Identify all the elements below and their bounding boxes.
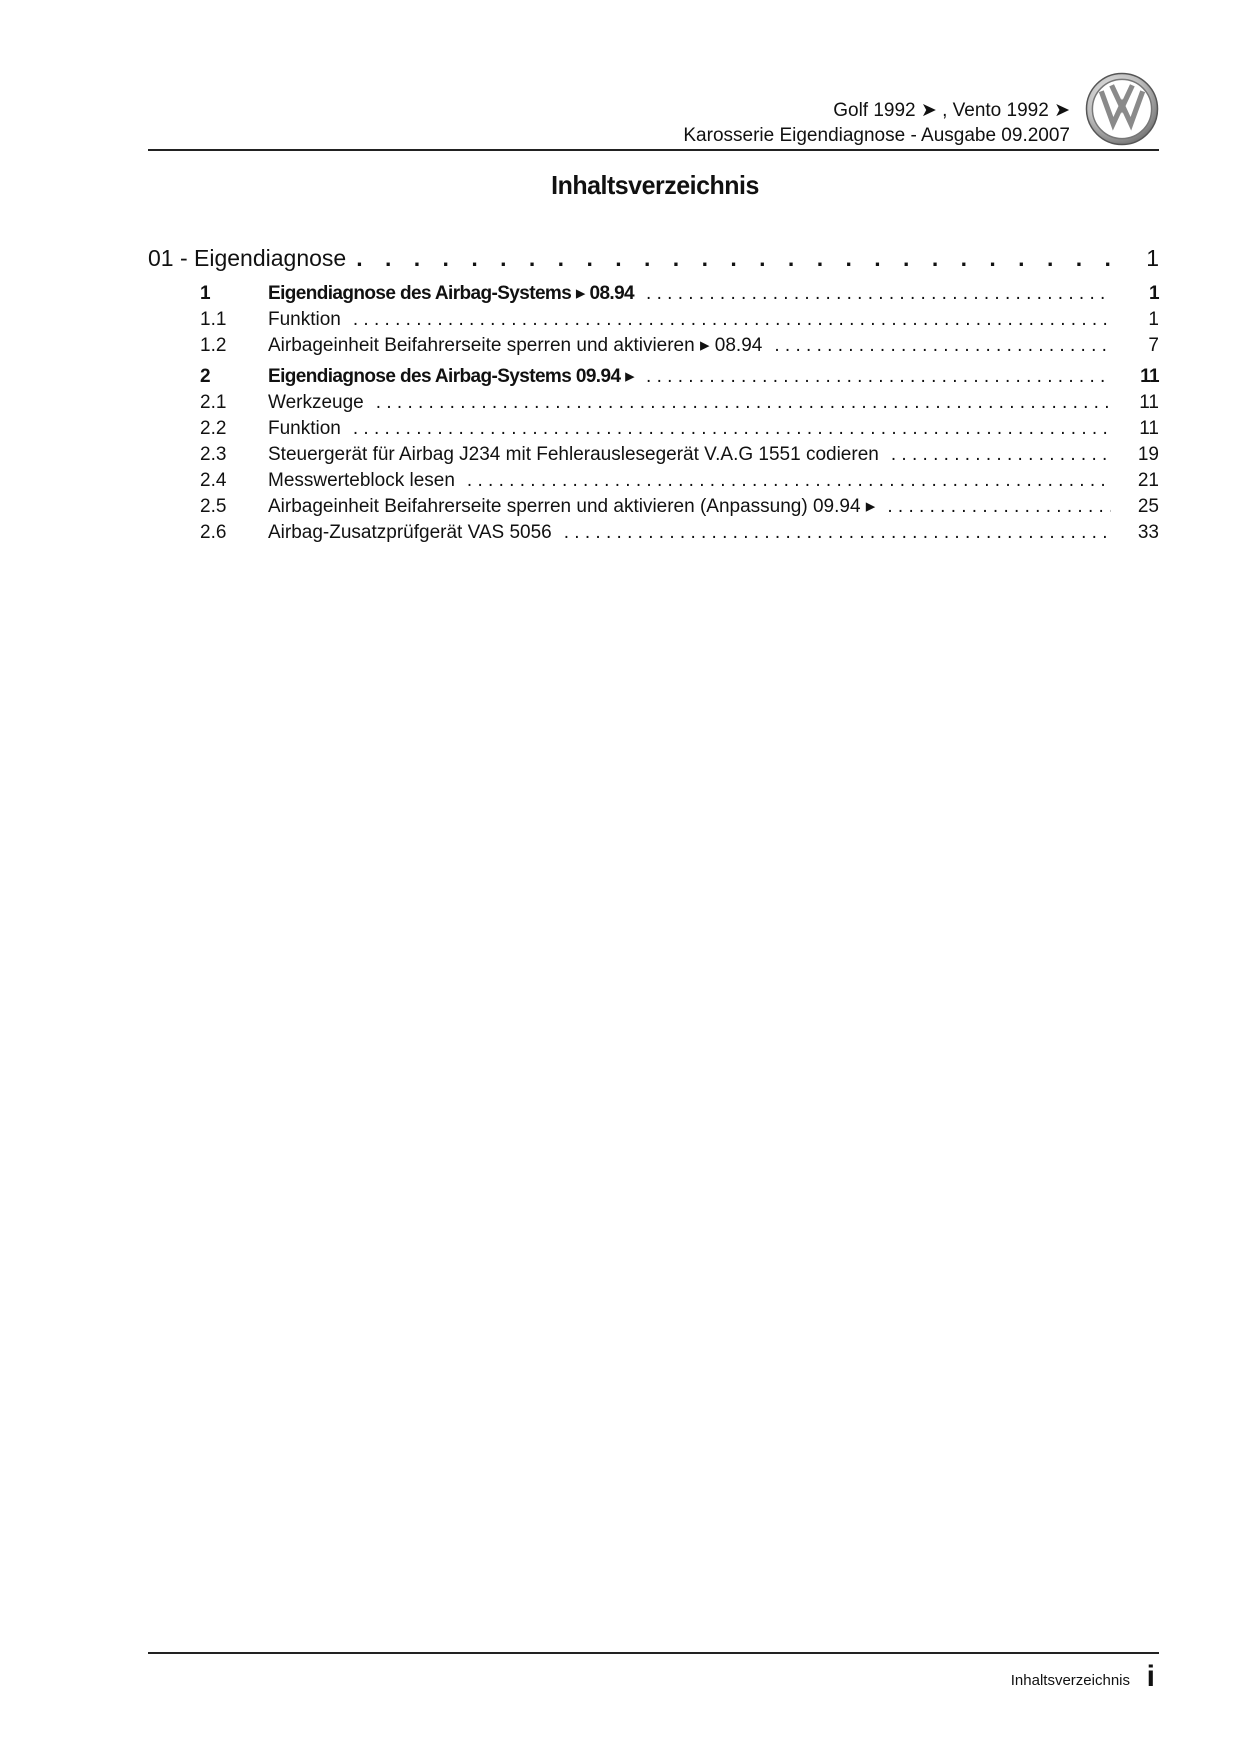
toc-entry-page: 33	[1137, 522, 1159, 543]
toc-entry-title: Funktion	[268, 309, 341, 330]
toc-entry[interactable]	[148, 364, 1159, 390]
toc-entry-number: 2.3	[200, 444, 227, 465]
toc-leader-dots	[356, 240, 1111, 276]
toc-chapter-page: 1	[1146, 245, 1159, 271]
toc-entry-title: Airbageinheit Beifahrerseite sperren und aktivieren ▸ 08.94	[268, 335, 763, 356]
toc-entry-page: 11	[1139, 392, 1159, 413]
toc-entry-page: 1	[1149, 283, 1159, 304]
toc-entry[interactable]	[148, 307, 1159, 333]
toc-entry-page: 21	[1137, 470, 1159, 491]
toc-entry-title: Eigendiagnose des Airbag-Systems 09.94 ▸	[268, 366, 635, 387]
toc-leader-dots	[646, 281, 1111, 307]
toc-entry[interactable]	[148, 416, 1159, 442]
volkswagen-logo-icon	[1085, 72, 1159, 146]
toc-entry-title: Messwerteblock lesen	[268, 470, 455, 491]
toc-leader-dots	[467, 468, 1111, 494]
toc-entry-page: 1	[1148, 309, 1159, 330]
toc-entry-number: 1.1	[200, 309, 227, 330]
toc-entry[interactable]	[148, 494, 1159, 520]
toc-chapter-title: 01 - Eigendiagnose	[148, 245, 347, 271]
toc-entry-page: 11	[1139, 418, 1159, 439]
toc-entry-number: 2	[200, 366, 210, 387]
toc-leader-dots	[376, 390, 1111, 416]
table-of-contents	[148, 240, 1159, 546]
toc-entry-number: 2.2	[200, 418, 227, 439]
toc-leader-dots	[891, 442, 1111, 468]
toc-entry-page: 19	[1137, 444, 1159, 465]
footer-label: Inhaltsverzeichnis	[1010, 1672, 1130, 1689]
toc-entry-number: 2.1	[200, 392, 227, 413]
toc-leader-dots	[646, 364, 1111, 390]
toc-entry-title: Werkzeuge	[268, 392, 364, 413]
toc-entry-title: Funktion	[268, 418, 341, 439]
toc-leader-dots	[353, 307, 1111, 333]
toc-entry[interactable]	[148, 333, 1159, 359]
footer-page-number: i	[1146, 1660, 1155, 1693]
toc-entry-number: 1	[200, 283, 210, 304]
toc-leader-dots	[774, 333, 1111, 359]
toc-entry-number: 1.2	[200, 335, 227, 356]
toc-entry[interactable]	[148, 442, 1159, 468]
toc-entry-page: 7	[1148, 335, 1159, 356]
footer-divider	[148, 1652, 1159, 1654]
toc-entry-title: Eigendiagnose des Airbag-Systems ▸ 08.94	[268, 283, 635, 304]
toc-leader-dots	[353, 416, 1111, 442]
toc-entry-title: Airbag-Zusatzprüfgerät VAS 5056	[268, 522, 552, 543]
header-model-line: Golf 1992 ➤ , Vento 1992 ➤	[833, 100, 1070, 121]
header-edition-line: Karosserie Eigendiagnose - Ausgabe 09.2007	[683, 125, 1070, 146]
toc-chapter[interactable]	[148, 240, 1159, 276]
header-divider	[148, 149, 1159, 151]
toc-entry[interactable]	[148, 390, 1159, 416]
toc-entry-title: Airbageinheit Beifahrerseite sperren und aktivieren (Anpassung) 09.94 ▸	[268, 496, 876, 517]
toc-leader-dots	[564, 520, 1111, 546]
toc-entry-number: 2.5	[200, 496, 227, 517]
toc-entry[interactable]	[148, 520, 1159, 546]
document-header	[683, 98, 1070, 148]
toc-entry[interactable]	[148, 468, 1159, 494]
toc-entry-number: 2.6	[200, 522, 227, 543]
toc-entry-title: Steuergerät für Airbag J234 mit Fehlerauslesegerät V.A.G 1551 codieren	[268, 444, 879, 465]
toc-entry-page: 25	[1137, 496, 1159, 517]
toc-leader-dots	[887, 494, 1111, 520]
toc-entry-number: 2.4	[200, 470, 227, 491]
toc-entry-page: 11	[1140, 366, 1159, 387]
toc-entry[interactable]	[148, 281, 1159, 307]
page-title: Inhaltsverzeichnis	[551, 170, 759, 200]
